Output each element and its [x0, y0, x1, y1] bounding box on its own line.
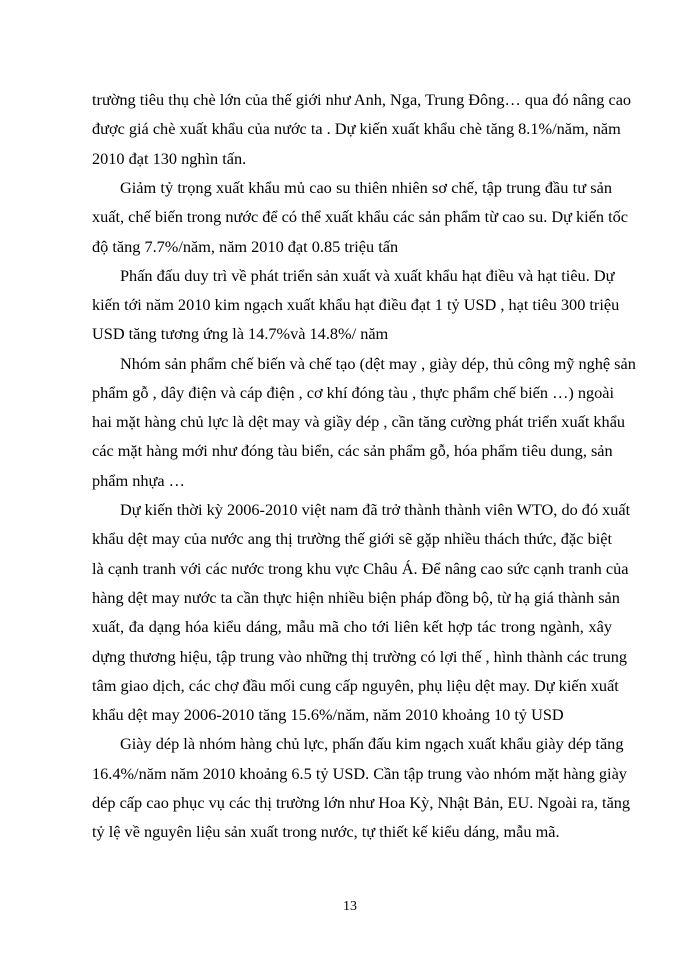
text-line: kiến tới năm 2010 kim ngạch xuất khẩu hạt điều đạt 1 tỷ USD , hạt tiêu 300 triệu [92, 295, 620, 314]
text-line: xuất, đa dạng hóa kiểu dáng, mẫu mã cho tới liên kết hợp tác trong ngành, xây [92, 617, 612, 636]
text-line: hàng dệt may nước ta cần thực hiện nhiều biện pháp đồng bộ, từ hạ giá thành sản [92, 588, 620, 607]
text-line: tỷ lệ về nguyên liệu sản xuất trong nước, tự thiết kế kiểu dáng, mẫu mã. [92, 822, 560, 841]
text-line: khẩu dệt may 2006-2010 tăng 15.6%/năm, năm 2010 khoảng 10 tỷ USD [92, 705, 564, 724]
text-line: Nhóm sản phẩm chế biến và chế tạo (dệt may , giày dép, thủ công mỹ nghệ sản [120, 354, 636, 373]
text-line: 2010 đạt 130 nghìn tấn. [92, 149, 247, 168]
text-line: Giảm tỷ trọng xuất khẩu mủ cao su thiên nhiên sơ chế, tập trung đầu tư sản [120, 178, 612, 197]
text-line: USD tăng tương ứng là 14.7%và 14.8%/ năm [92, 324, 389, 343]
text-line: hai mặt hàng chủ lực là dệt may và giầy dép , cần tăng cường phát triển xuất khẩu [92, 412, 626, 431]
text-line: khẩu dệt may của nước ang thị trường thế giới sẽ gặp nhiều thách thức, đặc biệt [92, 529, 612, 548]
text-line: các mặt hàng mới như đóng tàu biển, các sản phẩm gỗ, hóa phẩm tiêu dung, sản [92, 441, 613, 460]
text-line: độ tăng 7.7%/năm, năm 2010 đạt 0.85 triệu tấn [92, 237, 399, 256]
text-line: dựng thương hiệu, tập trung vào những thị trường có lợi thế , hình thành các trung [92, 647, 627, 666]
text-line: trường tiêu thụ chè lớn của thế giới như Anh, Nga, Trung Đông… qua đó nâng cao [92, 90, 632, 109]
page-number: 13 [343, 899, 357, 914]
text-line: phẩm nhựa … [92, 471, 185, 490]
text-line: 16.4%/năm năm 2010 khoảng 6.5 tỷ USD. Cần tập trung vào nhóm mặt hàng giày [92, 764, 627, 783]
text-line: Giày dép là nhóm hàng chủ lực, phấn đấu kim ngạch xuất khẩu giày dép tăng [120, 734, 624, 753]
text-line: là cạnh tranh với các nước trong khu vực Châu Á. Để nâng cao sức cạnh tranh của [92, 559, 629, 578]
text-line: được giá chè xuất khẩu của nước ta . Dự kiến xuất khẩu chè tăng 8.1%/năm, năm [92, 119, 621, 138]
text-line: Dự kiến thời kỳ 2006-2010 việt nam đã trở thành thành viên WTO, do đó xuất [120, 500, 631, 519]
text-line: tâm giao dịch, các chợ đầu mối cung cấp nguyên, phụ liệu dệt may. Dự kiến xuất [92, 676, 619, 695]
text-line: xuất, chế biến trong nước để có thể xuất khẩu các sản phẩm từ cao su. Dự kiến tốc [92, 207, 629, 226]
text-line: phẩm gỗ , dây điện và cáp điện , cơ khí đóng tàu , thực phẩm chế biến …) ngoài [92, 383, 615, 402]
text-line: dép cấp cao phục vụ các thị trường lớn như Hoa Kỳ, Nhật Bản, EU. Ngoài ra, tăng [92, 793, 631, 812]
text-line: Phấn đấu duy trì về phát triển sản xuất và xuất khẩu hạt điều và hạt tiêu. Dự [120, 266, 615, 285]
